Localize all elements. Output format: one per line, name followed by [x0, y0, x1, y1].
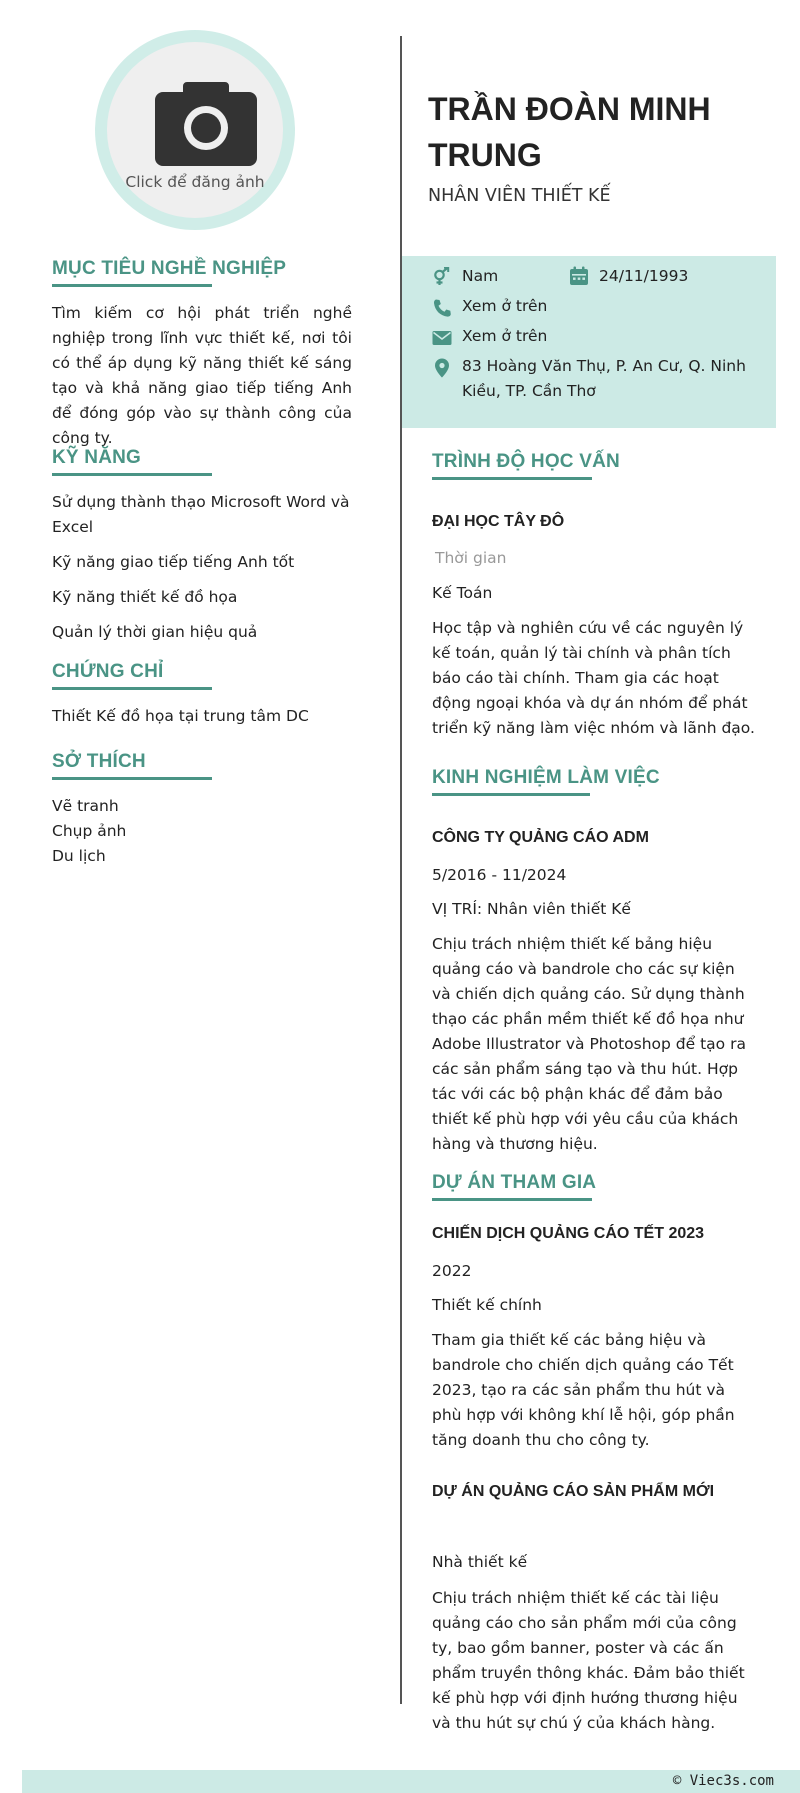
skills-section — [52, 447, 352, 645]
objective-section — [52, 258, 352, 451]
certificates-title: CHỨNG CHỈ — [52, 661, 164, 682]
phone-icon — [432, 298, 452, 318]
experience-title: KINH NGHIỆM LÀM VIỆC — [432, 767, 660, 788]
education-description: Học tập và nghiên cứu về các nguyên lý kế toán, quản lý tài chính và phân tích báo cáo tài chính. Tham gia các hoạt động ngoại khóa và dự án nhóm để phát triển kỹ năng làm việc nhóm và lãnh đạo. — [432, 619, 755, 737]
full-name: TRẦN ĐOÀN MINH TRUNG — [428, 91, 711, 173]
calendar-icon — [569, 266, 589, 286]
hobbies-section — [52, 751, 352, 869]
project-year: 2022 — [432, 1262, 472, 1280]
education-major: Kế Toán — [432, 584, 493, 602]
project-description: Chịu trách nhiệm thiết kế các tài liệu quảng cáo cho sản phẩm mới của công ty, bao gồm banner, poster và các ấn phẩm truyền thông khác. Đảm bảo thiết kế phù hợp với định hướng thương hiệu và thu hút sự chú ý của khách hàng. — [432, 1589, 745, 1732]
projects-title: DỰ ÁN THAM GIA — [432, 1172, 597, 1193]
footer-credit[interactable]: © Viec3s.com — [672, 1773, 774, 1789]
phone-value: Xem ở trên — [462, 297, 548, 315]
experience-period: 5/2016 - 11/2024 — [432, 866, 567, 884]
footer-bar — [22, 1770, 800, 1793]
hobby-item: Chụp ảnh — [52, 822, 127, 840]
address-value: 83 Hoàng Văn Thụ, P. An Cư, Q. Ninh Kiều, TP. Cần Thơ — [462, 357, 746, 400]
avatar-caption: Click để đăng ảnh — [125, 173, 265, 191]
hobbies-rule — [52, 777, 212, 780]
experience-position: VỊ TRÍ: Nhân viên thiết Kế — [432, 900, 631, 918]
experience-rule — [432, 793, 590, 796]
skills-rule — [52, 473, 212, 476]
education-school: ĐẠI HỌC TÂY ĐÔ — [432, 513, 565, 530]
birthday-value: 24/11/1993 — [599, 267, 689, 285]
projects-rule — [432, 1198, 592, 1201]
education-section-header — [432, 451, 620, 480]
contact-info-panel — [402, 256, 776, 428]
experience-company: CÔNG TY QUẢNG CÁO ADM — [432, 829, 649, 846]
objective-text: Tìm kiếm cơ hội phát triển nghề nghiệp trong lĩnh vực thiết kế, nơi tôi có thể áp dụng kỹ năng thiết kế sáng tạo và khả năng giao tiếp tiếng Anh để đóng góp vào sự thành công của công ty. — [52, 304, 352, 447]
skill-item: Kỹ năng thiết kế đồ họa — [52, 588, 238, 606]
skill-item: Kỹ năng giao tiếp tiếng Anh tốt — [52, 553, 295, 571]
experience-description: Chịu trách nhiệm thiết kế bảng hiệu quảng cáo và bandrole cho các sự kiện và chiến dịch quảng cáo. Sử dụng thành thạo các phần mềm thiết kế đồ họa như Adobe Illustrator và Photoshop để tạo ra các sản phẩm sáng tạo và thu hút. Hợp tác với các bộ phận khác để đảm bảo thiết kế phù hợp với yêu cầu của khách hàng và thương hiệu. — [432, 935, 746, 1153]
experience-section-header — [432, 767, 660, 796]
gender-value: Nam — [462, 267, 499, 285]
certificates-section — [52, 661, 352, 729]
avatar[interactable] — [95, 30, 295, 230]
skills-title: KỸ NĂNG — [52, 447, 142, 468]
envelope-icon — [432, 328, 452, 348]
project-role: Thiết kế chính — [432, 1296, 542, 1314]
project-name: DỰ ÁN QUẢNG CÁO SẢN PHẨM MỚI — [432, 1483, 715, 1500]
certificate-item: Thiết Kế đồ họa tại trung tâm DC — [52, 707, 309, 725]
project-role: Nhà thiết kế — [432, 1553, 528, 1571]
gender-icon — [432, 267, 452, 287]
objective-rule — [52, 284, 212, 287]
hobby-item: Du lịch — [52, 847, 106, 865]
hobbies-title: SỞ THÍCH — [52, 751, 146, 772]
avatar-placeholder[interactable] — [107, 42, 283, 218]
job-title: NHÂN VIÊN THIẾT KẾ — [428, 186, 611, 206]
education-time: Thời gian — [435, 549, 507, 567]
location-pin-icon — [432, 358, 452, 378]
skill-item: Quản lý thời gian hiệu quả — [52, 623, 258, 641]
certificates-rule — [52, 687, 212, 690]
email-value: Xem ở trên — [462, 327, 548, 345]
objective-title: MỤC TIÊU NGHỀ NGHIỆP — [52, 258, 287, 279]
education-title: TRÌNH ĐỘ HỌC VẤN — [432, 451, 620, 472]
projects-section-header — [432, 1172, 596, 1201]
skill-item: Sử dụng thành thạo Microsoft Word và Excel — [52, 493, 350, 536]
project-description: Tham gia thiết kế các bảng hiệu và bandrole cho chiến dịch quảng cáo Tết 2023, tạo ra các sản phẩm thu hút và phù hợp với không khí lễ hội, góp phần tăng doanh thu cho công ty. — [432, 1331, 735, 1449]
hobby-item: Vẽ tranh — [52, 797, 119, 815]
camera-icon — [153, 78, 259, 170]
project-name: CHIẾN DỊCH QUẢNG CÁO TẾT 2023 — [432, 1225, 705, 1242]
education-rule — [432, 477, 592, 480]
